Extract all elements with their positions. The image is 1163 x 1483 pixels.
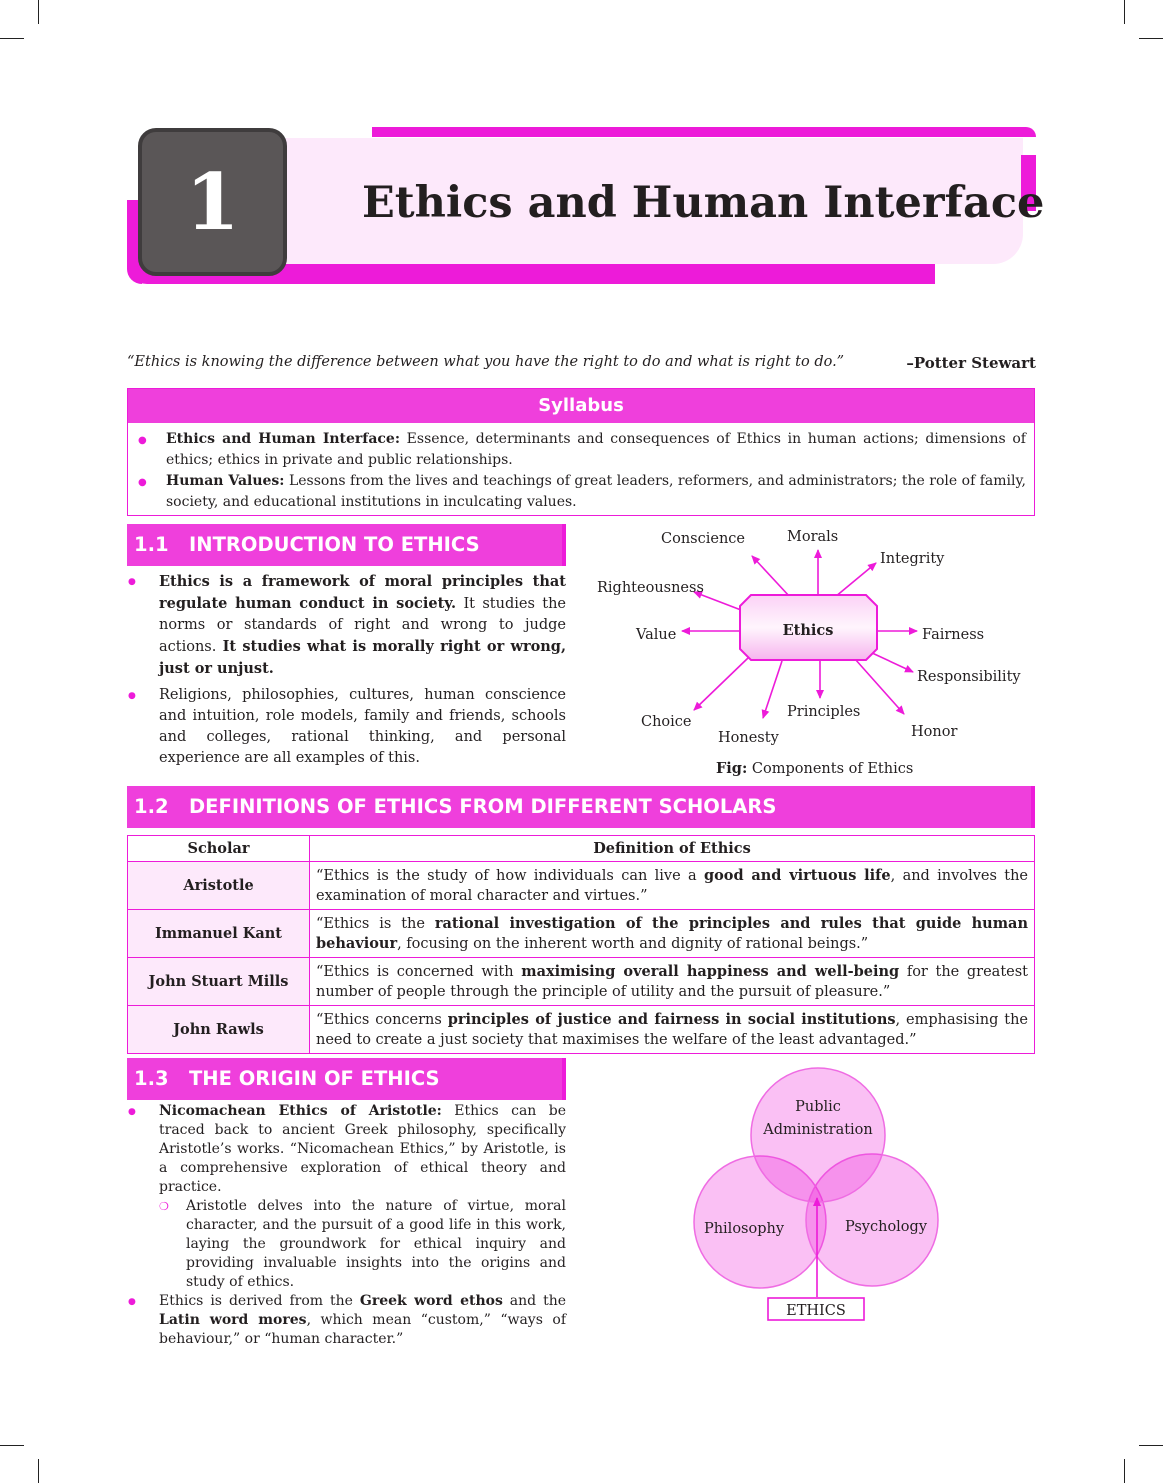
label-fairness: Fairness [922, 627, 985, 643]
body-text: , which mean “custom,” “ways of behaviour,” or “human character.” [159, 1312, 566, 1347]
body-text: Ethics is derived from the [159, 1293, 360, 1309]
bold-text: Nicomachean Ethics of Aristotle: [159, 1103, 442, 1119]
definition-cell [310, 1006, 1035, 1054]
venn-left-label: Philosophy [703, 1221, 785, 1237]
syllabus-heading: Syllabus [128, 389, 1034, 423]
definition-bold: good and virtuous life [703, 866, 891, 884]
table-row [128, 862, 1035, 910]
definition-text: , and involves the examination of moral character and virtues.” [316, 867, 1028, 904]
caption-label: Fig: [716, 760, 748, 777]
section-number: 1.2 [134, 795, 169, 818]
arrow-honor [855, 659, 904, 714]
definitions-table [127, 835, 1035, 1054]
label-conscience: Conscience [661, 531, 745, 547]
section-1-3-list [159, 1102, 566, 1354]
definition-bold: principles of justice and fairness in social institutions [447, 1010, 896, 1028]
bold-text: Greek word ethos [359, 1293, 503, 1309]
definition-text: “Ethics concerns [316, 1011, 448, 1028]
list-item [159, 1292, 566, 1349]
sub-list-item: ❍ Aristotle delves into the nature of virtue, moral character, and the pursuit of a good life in this work, laying the groundwork for ethical inquiry and providing invaluable insights into the origins and study of ethics. [186, 1197, 566, 1292]
body-text: It studies the norms or standards of right and wrong to judge actions. [159, 596, 566, 655]
table-row [128, 910, 1035, 958]
chapter-title: Ethics and Human Interface [362, 178, 1045, 228]
scholar-cell: Aristotle [128, 862, 310, 910]
column-header-definition: Definition of Ethics [310, 836, 1035, 862]
definition-text: , focusing on the inherent worth and dignity of rational beings.” [397, 935, 869, 952]
definition-cell [310, 862, 1035, 910]
definition-bold: rational investigation of the principles and rules that guide human behaviour [316, 914, 1028, 952]
definition-text: “Ethics is the study of how individuals can live a [316, 867, 704, 884]
venn-diagram [694, 1068, 938, 1320]
body-text: Religions, philosophies, cultures, human conscience and intuition, role models, family and friends, schools and colleges, rational thinking, and personal experience are all examples of this. [159, 687, 566, 766]
label-responsibility: Responsibility [917, 669, 1021, 685]
table-row [128, 958, 1035, 1006]
label-choice: Choice [641, 714, 692, 730]
epigraph-author: –Potter Stewart [906, 354, 1036, 372]
section-heading-1-2 [127, 786, 1035, 828]
venn-top-label-line1: Public [795, 1099, 841, 1115]
body-text: and the [502, 1293, 567, 1309]
caption-text: Components of Ethics [747, 761, 914, 777]
syllabus-item-lead: Ethics and Human Interface: [166, 431, 400, 447]
center-label: Ethics [782, 622, 834, 639]
body-text: Ethics can be traced back to ancient Greek philosophy, specifically Aristotle’s works. “Nicomachean Ethics,” by Aristotle, is a comprehensive exploration of ethical theory and practice. [159, 1103, 566, 1195]
scholar-cell: John Stuart Mills [128, 958, 310, 1006]
bold-text: It studies what is morally right or wrong, just or unjust. [159, 638, 566, 677]
definition-text: “Ethics is concerned with [316, 963, 522, 980]
chapter-number: 1 [138, 128, 287, 276]
bold-text: Ethics is a framework of moral principles that regulate human conduct in society. [159, 573, 566, 612]
table-row [128, 1006, 1035, 1054]
bold-text: Latin word mores [159, 1312, 307, 1328]
section-title: DEFINITIONS OF ETHICS FROM DIFFERENT SCHOLARS [189, 795, 777, 818]
epigraph-quote: “Ethics is knowing the difference between what you have the right to do and what is right to do.” [127, 354, 845, 370]
arrow-integrity [835, 563, 876, 597]
label-value: Value [636, 627, 677, 643]
arrow-conscience [752, 556, 790, 597]
arrow-choice [694, 658, 748, 710]
section-number: 1.3 [134, 1067, 169, 1090]
scholar-cell: John Rawls [128, 1006, 310, 1054]
section-title: THE ORIGIN OF ETHICS [189, 1067, 440, 1090]
sub-list [186, 1197, 566, 1292]
column-header-scholar: Scholar [128, 836, 310, 862]
arrow-honesty [763, 661, 782, 718]
table-header-row [128, 836, 1035, 862]
list-item [159, 1102, 566, 1292]
definition-cell [310, 958, 1035, 1006]
label-morals: Morals [787, 529, 839, 545]
arrow-responsibility [870, 652, 913, 672]
section-heading-1-3 [127, 1058, 566, 1100]
definition-text: , emphasising the need to create a just society that maximises the welfare of the least advantaged.” [316, 1011, 1029, 1048]
venn-top-label-line2: Administration [763, 1122, 873, 1138]
syllabus-item-lead: Human Values: [166, 473, 285, 489]
figure-caption [716, 760, 913, 777]
label-honor: Honor [911, 724, 958, 740]
definition-text: for the greatest number of people through the principle of utility and the pursuit of pleasure.” [316, 963, 1029, 1000]
scholar-cell: Immanuel Kant [128, 910, 310, 958]
label-honesty: Honesty [718, 730, 779, 746]
label-principles: Principles [787, 704, 861, 720]
definition-bold: maximising overall happiness and well-being [521, 962, 900, 980]
label-righteousness: Righteousness [597, 580, 704, 596]
syllabus-item-text: Lessons from the lives and teachings of great leaders, reformers, and administrators; the role of family, society, and educational institutions in inculcating values. [166, 473, 1027, 510]
syllabus-item-text: Essence, determinants and consequences of Ethics in human actions; dimensions of ethics; ethics in private and public relationships. [166, 431, 1026, 468]
section-title: INTRODUCTION TO ETHICS [189, 533, 480, 556]
definition-cell [310, 910, 1035, 958]
definition-text: “Ethics is the [316, 915, 435, 932]
section-number: 1.1 [134, 533, 169, 556]
venn-bottom-label: ETHICS [786, 1303, 846, 1319]
venn-right-label: Psychology [844, 1219, 928, 1235]
label-integrity: Integrity [880, 551, 945, 567]
